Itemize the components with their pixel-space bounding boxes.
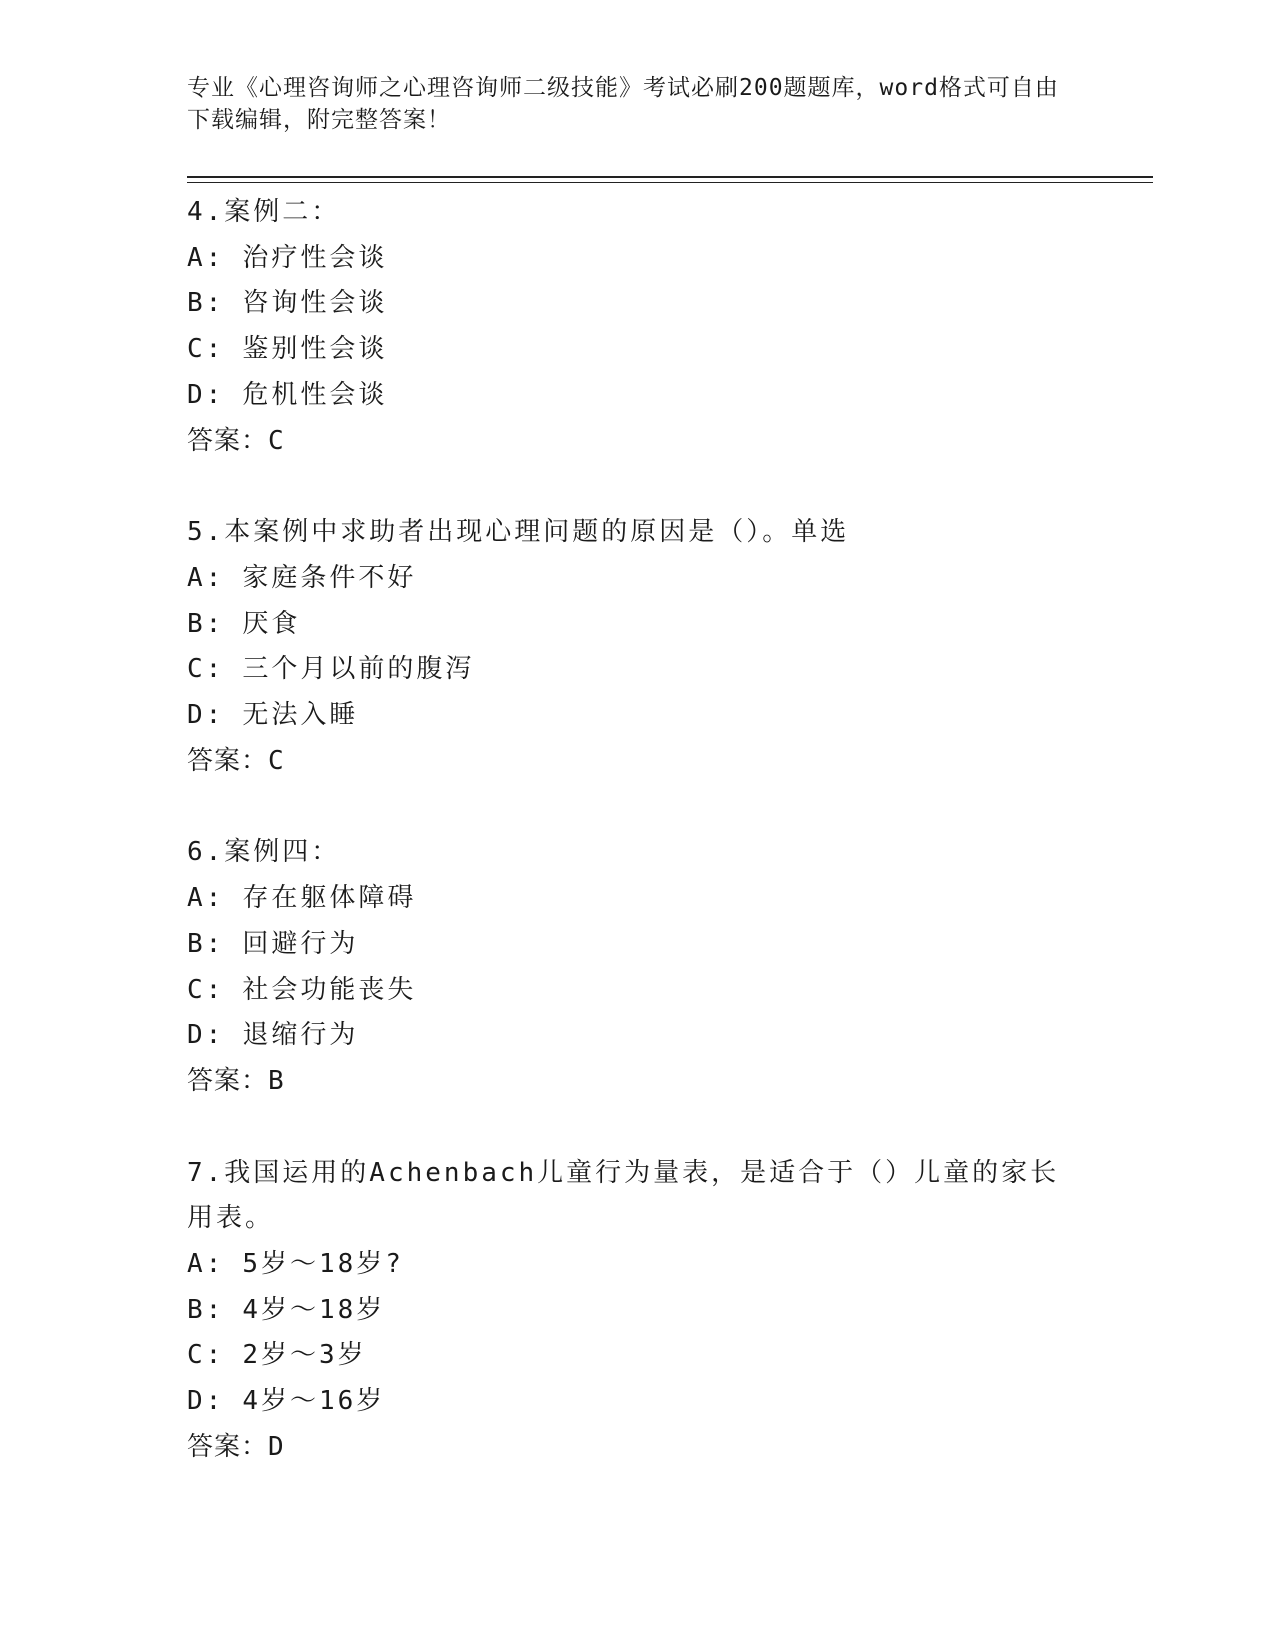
option-letter: A: [187,1249,225,1280]
option-text: 咨询性会谈 [242,288,388,319]
option-c [187,647,1087,693]
option-a [187,556,1087,602]
option-letter: A: [187,242,225,273]
question-4 [187,190,1087,464]
option-b [187,1288,1087,1334]
answer-line: 答案：B [187,1065,285,1096]
option-c [187,327,1087,373]
question-5 [187,510,1087,784]
option-text: 鉴别性会谈 [242,334,388,365]
option-text: 存在躯体障碍 [242,883,417,914]
question-stem: 7.我国运用的Achenbach儿童行为量表，是适合于（）儿童的家长用表。 [187,1157,1060,1234]
option-text: 厌食 [242,608,301,639]
option-letter: A: [187,562,225,593]
question-stem: 6.案例四： [187,837,341,868]
document-header [187,72,1067,136]
option-letter: B: [187,288,225,319]
option-letter: D: [187,379,225,410]
option-text: 4岁～18岁 [242,1294,386,1325]
question-list [187,190,1087,1517]
answer-line: 答案：D [187,1431,285,1462]
option-letter: D: [187,1386,225,1417]
option-letter: B: [187,1294,225,1325]
question-6 [187,830,1087,1104]
option-text: 社会功能丧失 [242,974,417,1005]
option-text: 无法入睡 [242,700,359,731]
option-a [187,1242,1087,1288]
option-b [187,922,1087,968]
option-letter: B: [187,608,225,639]
option-c [187,1333,1087,1379]
question-7 [187,1151,1087,1471]
option-text: 回避行为 [242,928,359,959]
option-letter: C: [187,1340,225,1371]
option-letter: D: [187,700,225,731]
option-a [187,876,1087,922]
option-letter: C: [187,974,225,1005]
header-divider-thick [187,176,1153,178]
option-text: 危机性会谈 [242,379,388,410]
option-letter: C: [187,654,225,685]
question-stem: 5.本案例中求助者出现心理问题的原因是（）。单选 [187,517,850,548]
header-divider-thin [187,182,1153,183]
question-stem: 4.案例二： [187,197,341,227]
option-text: 4岁～16岁 [242,1386,386,1417]
option-text: 5岁～18岁? [242,1249,404,1280]
option-text: 退缩行为 [242,1020,359,1051]
option-text: 家庭条件不好 [242,562,417,593]
option-letter: C: [187,334,225,365]
option-letter: A: [187,883,225,914]
option-b [187,602,1087,648]
option-b [187,281,1087,327]
option-letter: D: [187,1020,225,1051]
option-text: 治疗性会谈 [242,242,388,273]
option-text: 三个月以前的腹泻 [242,654,475,685]
option-d [187,1379,1087,1425]
header-text: 专业《心理咨询师之心理咨询师二级技能》考试必刷200题题库，word格式可自由下载编辑，附完整答案！ [187,75,1059,133]
option-letter: B: [187,928,225,959]
answer-line: 答案：C [187,425,285,456]
option-c [187,968,1087,1014]
option-d [187,1013,1087,1059]
answer-line: 答案：C [187,745,285,776]
option-d [187,693,1087,739]
option-d [187,373,1087,419]
option-a [187,236,1087,282]
option-text: 2岁～3岁 [242,1340,367,1371]
